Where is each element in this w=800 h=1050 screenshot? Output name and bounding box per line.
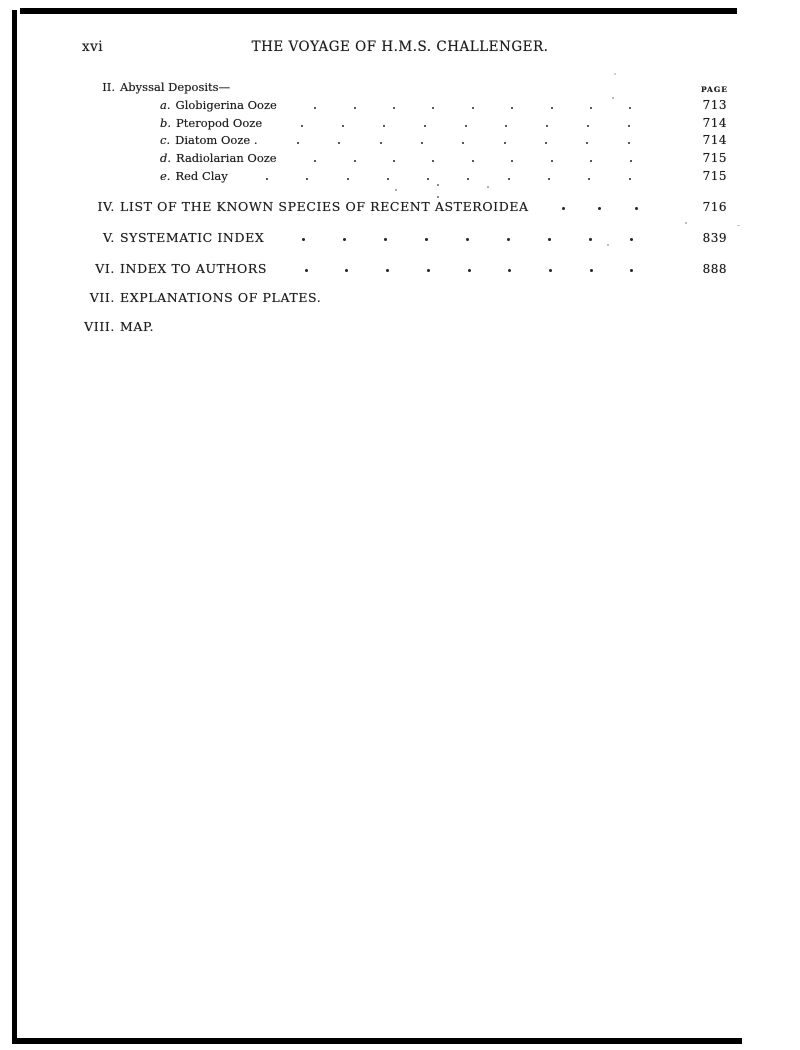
- scan-speck: [737, 225, 740, 226]
- item-label: INDEX TO AUTHORS: [120, 261, 268, 276]
- dot-leader: [258, 133, 670, 147]
- item-label: Diatom Ooze .: [175, 133, 258, 147]
- toc-main-item: [78, 261, 727, 276]
- item-numeral: VII.: [89, 290, 115, 305]
- item-label: Pteropod Ooze: [176, 116, 263, 130]
- toc-main-item: [78, 199, 727, 214]
- item-label: Red Clay: [175, 169, 228, 183]
- scan-speck: [607, 244, 609, 246]
- toc-main-item: [78, 319, 727, 334]
- item-numeral: VI.: [95, 261, 115, 276]
- dot-leader: [277, 151, 669, 165]
- item-label: EXPLANATIONS OF PLATES.: [120, 290, 322, 305]
- page-column-header: PAGE: [700, 85, 728, 94]
- dot-leader: [529, 199, 671, 214]
- scan-speck: [395, 189, 397, 191]
- item-label: Globigerina Ooze: [175, 98, 277, 112]
- item-page-number: 713: [702, 98, 727, 112]
- item-page-number: 715: [702, 151, 727, 165]
- scan-border-left: [12, 10, 17, 1044]
- item-numeral: V.: [102, 230, 115, 245]
- toc-sub-item: [78, 151, 727, 165]
- item-page-number: 714: [702, 116, 727, 130]
- item-page-number: 714: [702, 133, 727, 147]
- toc-sub-item: [78, 169, 727, 183]
- scan-speck: [487, 186, 489, 188]
- page-folio: xvi: [82, 39, 104, 55]
- item-letter: a.: [160, 98, 171, 112]
- item-label: LIST OF THE KNOWN SPECIES OF RECENT ASTEROIDEA: [120, 199, 529, 214]
- dot-leader: [277, 98, 669, 112]
- item-letter: c.: [160, 133, 171, 147]
- scan-border-bottom: [12, 1038, 742, 1044]
- section-label: Abyssal Deposits—: [120, 80, 231, 94]
- item-page-number: 839: [702, 231, 727, 245]
- scan-speck: [614, 73, 616, 75]
- toc-main-item: [78, 290, 727, 305]
- toc-main-item: [78, 230, 727, 245]
- scan-speck: [685, 222, 687, 224]
- toc-sub-item: [78, 133, 727, 147]
- scan-speck: [437, 184, 439, 186]
- section-numeral: II.: [102, 80, 115, 94]
- dot-leader: [228, 169, 669, 183]
- item-letter: b.: [160, 116, 172, 130]
- scan-speck: [437, 196, 439, 198]
- toc-section-heading: [78, 80, 727, 94]
- scan-speck: [612, 97, 614, 99]
- item-label: MAP.: [120, 319, 155, 334]
- item-page-number: 716: [702, 200, 727, 214]
- item-page-number: 888: [702, 262, 727, 276]
- toc-sub-item: [78, 116, 727, 130]
- running-head: THE VOYAGE OF H.M.S. CHALLENGER.: [251, 39, 549, 55]
- dot-leader: [264, 230, 671, 245]
- item-letter: d.: [160, 151, 172, 165]
- item-numeral: IV.: [97, 199, 115, 214]
- toc-sub-item: [78, 98, 727, 112]
- dot-leader: [267, 261, 671, 276]
- item-label: SYSTEMATIC INDEX: [120, 230, 265, 245]
- item-letter: e.: [160, 169, 171, 183]
- dot-leader: [262, 116, 669, 130]
- item-page-number: 715: [702, 169, 727, 183]
- item-label: Radiolarian Ooze: [176, 151, 277, 165]
- item-numeral: VIII.: [84, 319, 115, 334]
- scan-border-top: [20, 8, 737, 14]
